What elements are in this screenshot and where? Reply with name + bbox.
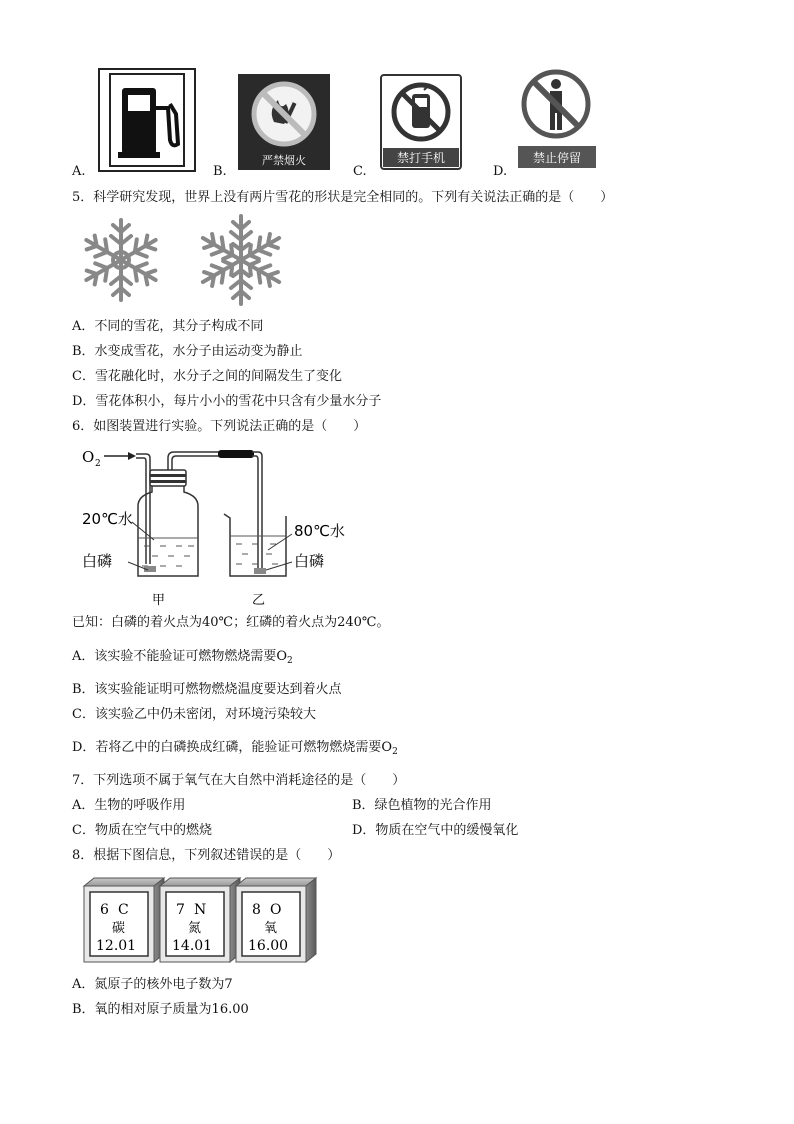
- q6-known: 已知：白磷的着火点为40℃；红磷的着火点为240℃。: [72, 615, 390, 630]
- element-c-name: 碳: [112, 921, 126, 936]
- q5-option-c: C．雪花融化时，水分子之间的间隔发生了变化: [72, 369, 342, 384]
- element-n-name: 氮: [188, 921, 202, 936]
- q7-option-a: A．生物的呼吸作用: [72, 798, 186, 813]
- caption-left: 甲: [152, 593, 166, 608]
- option-label-c: C.: [353, 164, 367, 179]
- left-phosphorus-label: 白磷: [82, 552, 113, 570]
- q7-option-c: C．物质在空气中的燃烧: [72, 823, 212, 838]
- sign-d-text: 禁止停留: [532, 151, 582, 165]
- snowflake-2-icon: [190, 212, 292, 308]
- right-water-label: 80℃水: [294, 522, 345, 540]
- q5-option-b: B．水变成雪花，水分子由运动变为静止: [72, 344, 303, 359]
- q5-option-a: A．不同的雪花，其分子构成不同: [72, 319, 264, 334]
- q8-option-b: B．氧的相对原子质量为16.00: [72, 1002, 249, 1017]
- no-stay-sign: [512, 66, 602, 170]
- element-cards-figure: [82, 876, 318, 966]
- q5-option-d: D．雪花体积小，每片小小的雪花中只含有少量水分子: [72, 394, 382, 409]
- caption-right: 乙: [252, 593, 266, 608]
- sign-b-text: 严禁烟火: [262, 154, 306, 167]
- element-n-mass: 14.01: [172, 938, 213, 954]
- element-n-symbol: N: [194, 902, 207, 918]
- snowflake-1-icon: [76, 214, 166, 306]
- combustion-apparatus-diagram: [80, 444, 370, 608]
- no-phone-sign: [380, 74, 462, 170]
- left-water-label: 20℃水: [82, 510, 133, 528]
- q6-option-d: D．若将乙中的白磷换成红磷，能验证可燃物燃烧需要$O_2$: [72, 740, 398, 757]
- o2-sub: 2: [95, 459, 101, 469]
- element-c-number: 6: [100, 902, 109, 918]
- no-fire-sign: [238, 74, 330, 170]
- q7-option-b: B．绿色植物的光合作用: [352, 798, 492, 813]
- q6-option-b: B．该实验能证明可燃物燃烧温度要达到着火点: [72, 682, 342, 697]
- q8-option-a: A．氮原子的核外电子数为7: [72, 977, 233, 992]
- option-label-d: D.: [493, 164, 508, 179]
- gas-station-sign: [98, 68, 196, 172]
- q6-option-c: C．该实验乙中仍未密闭，对环境污染较大: [72, 707, 316, 722]
- element-o-symbol: O: [270, 902, 282, 918]
- q6-option-a: A．该实验不能验证可燃物燃烧需要$O_2$: [72, 649, 293, 666]
- option-label-b: B.: [213, 164, 227, 179]
- q7-option-d: D．物质在空气中的缓慢氧化: [352, 823, 519, 838]
- element-c-symbol: C: [118, 902, 129, 918]
- element-n-number: 7: [176, 902, 185, 918]
- q8-stem: 8．根据下图信息，下列叙述错误的是（ ）: [72, 848, 341, 863]
- o2-label: O: [82, 448, 95, 466]
- q7-stem: 7．下列选项不属于氧气在大自然中消耗途径的是（ ）: [72, 773, 406, 788]
- element-c-mass: 12.01: [96, 938, 137, 954]
- element-o-number: 8: [252, 902, 261, 918]
- option-label-a: A.: [72, 164, 86, 179]
- sign-c-text: 禁打手机: [396, 151, 446, 165]
- q6-stem: 6．如图装置进行实验。下列说法正确的是（ ）: [72, 419, 367, 434]
- q5-stem: 5．科学研究发现，世界上没有两片雪花的形状是完全相同的。下列有关说法正确的是（ ）: [72, 190, 614, 205]
- element-o-name: 氧: [264, 921, 278, 936]
- right-phosphorus-label: 白磷: [294, 552, 325, 570]
- element-o-mass: 16.00: [248, 938, 289, 954]
